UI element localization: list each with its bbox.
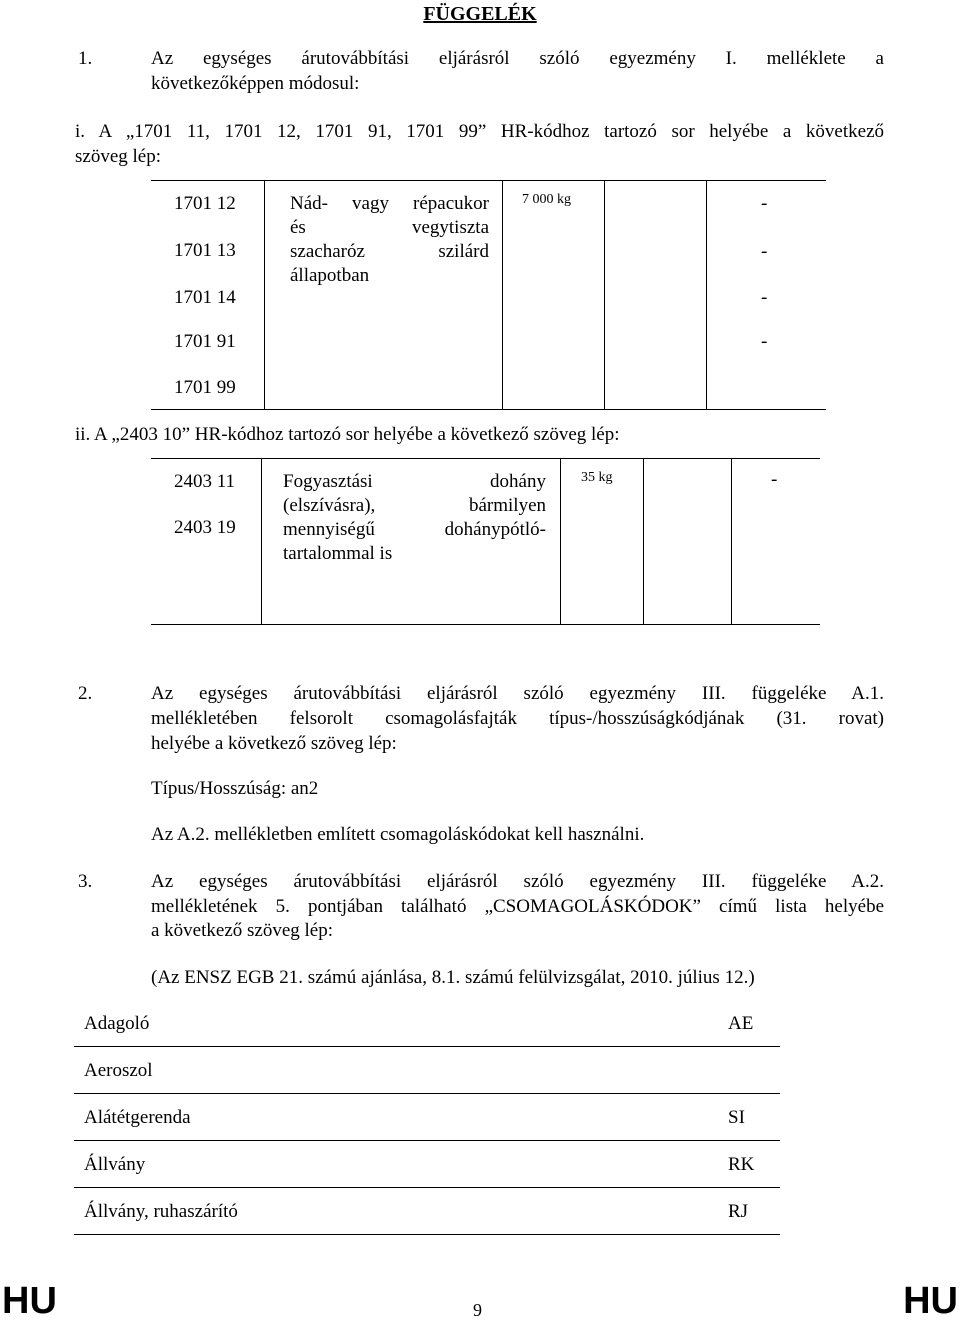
- tobacco-table-divider: [261, 458, 262, 624]
- tobacco-description-line: Fogyasztási dohány: [283, 471, 546, 492]
- sugar-table-divider: [264, 180, 265, 409]
- item-3-line-2: mellékletének 5. pontjában található „CSOMAGOLÁSKÓDOK” című lista helyébe: [151, 896, 884, 917]
- sub-ii-line: ii. A „2403 10” HR-kódhoz tartozó sor helyébe a következő szöveg lép:: [75, 424, 620, 445]
- sugar-dash: -: [761, 331, 768, 352]
- tobacco-table-bottom-rule: [151, 624, 820, 625]
- item-2-line-1: Az egységes árutovábbítási eljárásról szóló egyezmény III. függeléke A.1.: [151, 683, 884, 704]
- tobacco-description-line: tartalommal is: [283, 543, 393, 564]
- packaging-name: Állvány, ruhaszárító: [84, 1201, 238, 1222]
- tobacco-code: 2403 19: [174, 517, 236, 538]
- tobacco-table-top-rule: [151, 458, 820, 459]
- tobacco-table-divider: [560, 458, 561, 624]
- item-3-source: (Az ENSZ EGB 21. számú ajánlása, 8.1. számú felülvizsgálat, 2010. július 12.): [151, 967, 755, 988]
- page-number: 9: [473, 1300, 482, 1320]
- sugar-table-bottom-rule: [151, 409, 826, 410]
- packaging-row-rule: [74, 1187, 780, 1188]
- tobacco-table-divider: [643, 458, 644, 624]
- sugar-description-line: Nád- vagy répacukor: [290, 193, 489, 214]
- item-2-note: Az A.2. mellékletben említett csomagoláskódokat kell használni.: [151, 824, 645, 845]
- packaging-code: SI: [728, 1107, 745, 1128]
- item-1-number: 1.: [78, 48, 93, 69]
- packaging-name: Alátétgerenda: [84, 1107, 191, 1128]
- sugar-table-top-rule: [151, 180, 826, 181]
- packaging-code: AE: [728, 1013, 754, 1034]
- packaging-row-rule: [74, 1046, 780, 1047]
- item-1-line-1: Az egységes árutovábbítási eljárásról szóló egyezmény I. melléklete a: [151, 48, 884, 69]
- sugar-dash: -: [761, 287, 768, 308]
- sugar-code: 1701 14: [174, 287, 236, 308]
- item-2-line-2: mellékletében felsorolt csomagolásfajták típus-/hosszúságkódjának (31. rovat): [151, 708, 884, 729]
- tobacco-dash: -: [771, 469, 778, 490]
- sugar-quantity: 7 000 kg: [522, 192, 571, 207]
- packaging-code: RJ: [728, 1201, 749, 1222]
- item-2-type: Típus/Hosszúság: an2: [151, 778, 319, 799]
- sub-i-line-2: szöveg lép:: [75, 146, 162, 167]
- packaging-row-rule: [74, 1234, 780, 1235]
- tobacco-description-line: (elszívásra), bármilyen: [283, 495, 546, 516]
- item-3-line-1: Az egységes árutovábbítási eljárásról szóló egyezmény III. függeléke A.2.: [151, 871, 884, 892]
- footer-language-left: HU: [2, 1280, 57, 1322]
- sugar-description-line: szacharóz szilárd: [290, 241, 489, 262]
- sugar-table-divider: [604, 180, 605, 409]
- packaging-name: Aeroszol: [84, 1060, 153, 1081]
- sugar-dash: -: [761, 193, 768, 214]
- item-3-number: 3.: [78, 871, 93, 892]
- sugar-code: 1701 12: [174, 193, 236, 214]
- sub-i-line-1: i. A „1701 11, 1701 12, 1701 91, 1701 99” HR-kódhoz tartozó sor helyébe a következő: [75, 121, 884, 142]
- tobacco-code: 2403 11: [174, 471, 236, 492]
- footer-language-right: HU: [903, 1280, 958, 1322]
- sugar-description-line: állapotban: [290, 265, 370, 286]
- packaging-name: Állvány: [84, 1154, 146, 1175]
- tobacco-table-divider: [731, 458, 732, 624]
- sugar-description-line: és vegytiszta: [290, 217, 489, 238]
- sugar-table-divider: [502, 180, 503, 409]
- sugar-dash: -: [761, 241, 768, 262]
- sugar-table-divider: [706, 180, 707, 409]
- item-2-line-3: helyébe a következő szöveg lép:: [151, 733, 397, 754]
- sugar-code: 1701 99: [174, 377, 236, 398]
- item-1-line-2: következőképpen módosul:: [151, 73, 360, 94]
- packaging-name: Adagoló: [84, 1013, 150, 1034]
- item-3-line-3: a következő szöveg lép:: [151, 920, 334, 941]
- sugar-code: 1701 13: [174, 240, 236, 261]
- page-title: FÜGGELÉK: [423, 3, 537, 25]
- packaging-code: RK: [728, 1154, 755, 1175]
- sugar-code: 1701 91: [174, 331, 236, 352]
- tobacco-description-line: mennyiségű dohánypótló-: [283, 519, 546, 540]
- tobacco-quantity: 35 kg: [581, 470, 613, 485]
- packaging-row-rule: [74, 1093, 780, 1094]
- item-2-number: 2.: [78, 683, 93, 704]
- packaging-row-rule: [74, 1140, 780, 1141]
